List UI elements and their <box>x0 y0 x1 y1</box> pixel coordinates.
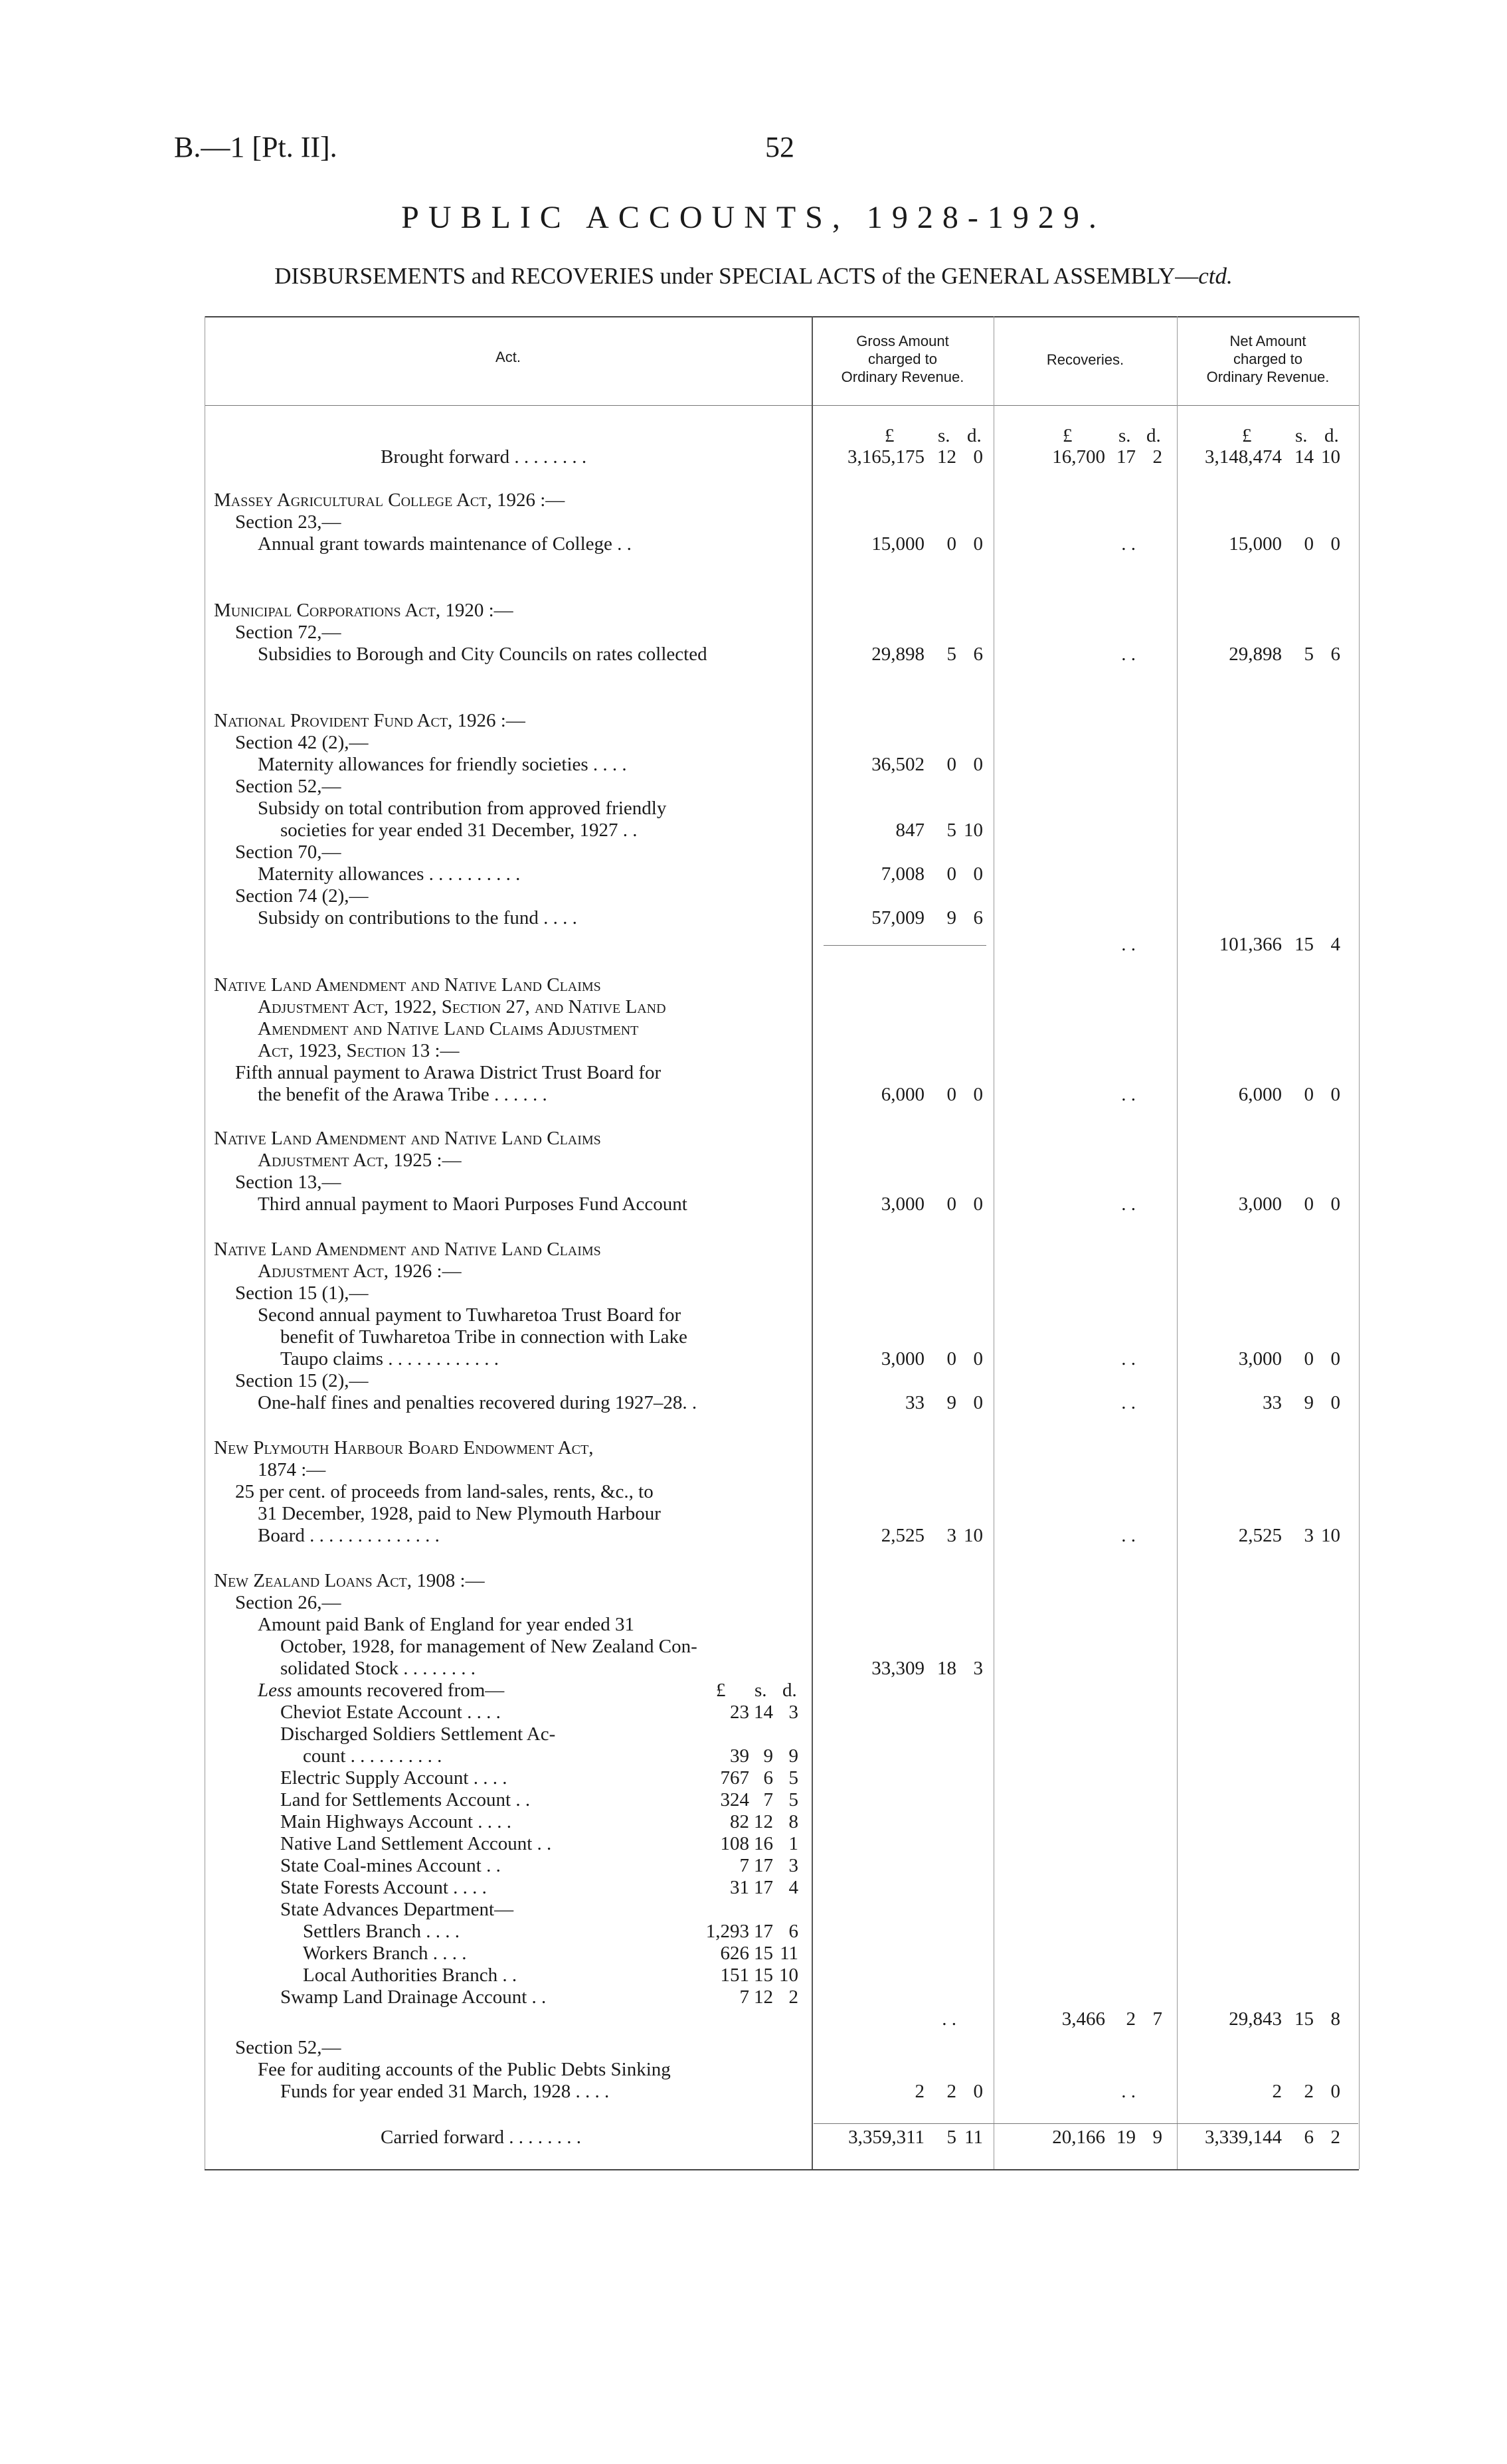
inner-unit-pound: £ <box>716 1680 726 1701</box>
gross-column-divider <box>812 316 813 2169</box>
amount-npf-70-gross-pence: 0 <box>973 863 983 885</box>
sub-account: Discharged Soldiers Settlement Ac- <box>280 1723 556 1745</box>
item-text: Board . . . . . . . . . . . . . . <box>258 1525 440 1546</box>
amount-new-plymouth-net-pence: 10 <box>1321 1525 1340 1546</box>
unit-pound: £ <box>1242 425 1252 446</box>
amount-loans-total-recoveries-shillings: 2 <box>1126 2008 1136 2030</box>
sub-account: count . . . . . . . . . . <box>303 1745 442 1767</box>
amount-carried-forward-recoveries-pence: 9 <box>1152 2127 1162 2148</box>
inner-recovery-6-pence: 1 <box>788 1833 798 1854</box>
inner-recovery-2-pence: 9 <box>788 1745 798 1767</box>
amount-massey-net-shillings: 0 <box>1304 533 1314 555</box>
sub-account: Local Authorities Branch . . <box>303 1965 517 1986</box>
inner-recovery-4-shillings: 7 <box>763 1789 773 1810</box>
sub-account: Land for Settlements Account . . <box>280 1789 531 1810</box>
act-heading: Native Land Amendment and Native Land Claims <box>214 1128 601 1149</box>
amount-arawa-gross-pence: 0 <box>973 1084 983 1105</box>
amount-brought-forward-net-pounds: 3,148,474 <box>1205 446 1282 468</box>
amount-npf-total-net-pounds: 101,366 <box>1219 934 1282 955</box>
unit-pence: d. <box>1324 425 1339 446</box>
amount-arawa-net-pounds: 6,000 <box>1238 1084 1282 1105</box>
less-word: Less <box>258 1680 292 1701</box>
item-text: societies for year ended 31 December, 1927 . . <box>280 820 638 841</box>
inner-recovery-11-pounds: 151 <box>720 1965 749 1986</box>
net-header-line-1: Net Amount <box>1229 333 1306 349</box>
amount-arawa-net-pence: 0 <box>1330 1084 1340 1105</box>
amount-npf-total-recoveries-nil: . . <box>1121 934 1136 955</box>
amount-npf-74-gross-pounds: 57,009 <box>871 907 925 928</box>
amount-new-plymouth-gross-pence: 10 <box>964 1525 983 1546</box>
npf-subtotal-rule <box>824 945 986 946</box>
amount-audit-fee-net-pounds: 2 <box>1272 2081 1282 2102</box>
amount-municipal-gross-pence: 6 <box>973 644 983 665</box>
section-label: Section 15 (2),— <box>235 1370 369 1391</box>
amount-npf-74-gross-pence: 6 <box>973 907 983 928</box>
section-label: Section 13,— <box>235 1172 341 1193</box>
inner-unit-pence: d. <box>782 1680 797 1701</box>
amount-audit-fee-net-shillings: 2 <box>1304 2081 1314 2102</box>
amount-npf-70-gross-pounds: 7,008 <box>881 863 925 885</box>
table-bottom-rule <box>205 2169 1359 2170</box>
inner-recovery-4-pence: 5 <box>788 1789 798 1810</box>
column-header-gross <box>812 332 994 386</box>
act-heading: New Plymouth Harbour Board Endowment Act, <box>214 1437 594 1458</box>
amount-carried-forward-net-shillings: 6 <box>1304 2127 1314 2148</box>
item-text: Fifth annual payment to Arawa District Trust Board for <box>235 1062 662 1083</box>
gross-header-line-2: charged to <box>868 351 937 367</box>
sub-account: Workers Branch . . . . <box>303 1943 467 1964</box>
unit-shilling: s. <box>938 425 950 446</box>
sub-account: Native Land Settlement Account . . <box>280 1833 552 1854</box>
amount-massey-gross-shillings: 0 <box>946 533 956 555</box>
act-heading: Native Land Amendment and Native Land Claims <box>214 974 601 996</box>
amount-municipal-net-shillings: 5 <box>1304 644 1314 665</box>
inner-recovery-7-pounds: 7 <box>739 1855 749 1876</box>
net-header-line-3: Ordinary Revenue. <box>1206 369 1330 385</box>
amount-npf-52-gross-pence: 10 <box>964 820 983 841</box>
page-reference: B.—1 [Pt. II]. <box>174 131 337 163</box>
column-header-recoveries: Recoveries. <box>1046 351 1124 368</box>
unit-pound: £ <box>1063 425 1073 446</box>
sub-account: Main Highways Account . . . . <box>280 1811 511 1832</box>
amount-carried-forward-net-pounds: 3,339,144 <box>1205 2127 1282 2148</box>
act-heading: National Provident Fund Act, 1926 :— <box>214 710 525 731</box>
inner-recovery-7-shillings: 17 <box>754 1855 773 1876</box>
act-heading: Adjustment Act, 1925 :— <box>258 1150 462 1171</box>
amount-fines-gross-pounds: 33 <box>905 1392 925 1413</box>
inner-recovery-3-pounds: 767 <box>720 1767 749 1789</box>
act-heading: Native Land Amendment and Native Land Claims <box>214 1239 601 1260</box>
unit-pence: d. <box>1146 425 1161 446</box>
amount-npf-52-gross-shillings: 5 <box>946 820 956 841</box>
amount-new-plymouth-net-pounds: 2,525 <box>1238 1525 1282 1546</box>
amount-maori-recoveries-nil: . . <box>1121 1193 1136 1215</box>
section-label: Section 15 (1),— <box>235 1282 369 1304</box>
amount-bank-england-gross-pence: 3 <box>973 1658 983 1679</box>
inner-recovery-11-shillings: 15 <box>754 1965 773 1986</box>
amount-massey-gross-pounds: 15,000 <box>871 533 925 555</box>
item-text: Funds for year ended 31 March, 1928 . . . . <box>280 2081 610 2102</box>
item-text: 31 December, 1928, paid to New Plymouth Harbour <box>258 1503 661 1524</box>
amount-carried-forward-gross-pence: 11 <box>964 2127 983 2148</box>
inner-recovery-12-pounds: 7 <box>739 1986 749 2008</box>
amount-npf-70-gross-shillings: 0 <box>946 863 956 885</box>
amount-fines-net-pounds: 33 <box>1263 1392 1282 1413</box>
inner-recovery-1-pounds: 23 <box>730 1702 749 1723</box>
sub-account: Swamp Land Drainage Account . . <box>280 1986 547 2008</box>
carried-forward-rule <box>814 2123 1358 2124</box>
amount-tuwharetoa-recoveries-nil: . . <box>1121 1348 1136 1369</box>
amount-massey-net-pence: 0 <box>1330 533 1340 555</box>
amount-brought-forward-recoveries-shillings: 17 <box>1116 446 1136 468</box>
amount-municipal-gross-shillings: 5 <box>946 644 956 665</box>
amount-brought-forward-gross-shillings: 12 <box>937 446 956 468</box>
amount-arawa-gross-pounds: 6,000 <box>881 1084 925 1105</box>
amount-audit-fee-net-pence: 0 <box>1330 2081 1340 2102</box>
item-text: Amount paid Bank of England for year ended 31 <box>258 1614 634 1635</box>
section-label: Section 52,— <box>235 2037 341 2058</box>
amount-npf-42-gross-pounds: 36,502 <box>871 754 925 775</box>
amount-tuwharetoa-net-pounds: 3,000 <box>1238 1348 1282 1369</box>
amount-fines-recoveries-nil: . . <box>1121 1392 1136 1413</box>
amount-municipal-gross-pounds: 29,898 <box>871 644 925 665</box>
amount-bank-england-gross-pounds: 33,309 <box>871 1658 925 1679</box>
inner-recovery-8-pence: 4 <box>788 1877 798 1898</box>
amount-new-plymouth-gross-shillings: 3 <box>946 1525 956 1546</box>
brought-forward-label: Brought forward . . . . . . . . <box>381 446 587 468</box>
inner-recovery-12-pence: 2 <box>788 1986 798 2008</box>
less-recoveries-label <box>258 1680 504 1702</box>
section-label: Section 26,— <box>235 1592 341 1613</box>
less-text: amounts recovered from— <box>296 1680 505 1701</box>
inner-recovery-9-shillings: 17 <box>754 1921 773 1942</box>
amount-maori-gross-shillings: 0 <box>946 1193 956 1215</box>
item-text: October, 1928, for management of New Zealand Con- <box>280 1636 697 1657</box>
amount-carried-forward-net-pence: 2 <box>1330 2127 1340 2148</box>
amount-loans-total-net-shillings: 15 <box>1294 2008 1314 2030</box>
amount-npf-42-gross-pence: 0 <box>973 754 983 775</box>
inner-recovery-7-pence: 3 <box>788 1855 798 1876</box>
amount-municipal-recoveries-nil: . . <box>1121 644 1136 665</box>
amount-npf-74-gross-shillings: 9 <box>946 907 956 928</box>
act-heading: Act, 1923, Section 13 :— <box>258 1040 460 1061</box>
carried-forward-label: Carried forward . . . . . . . . <box>381 2127 581 2148</box>
amount-audit-fee-gross-shillings: 2 <box>946 2081 956 2102</box>
amount-bank-england-gross-shillings: 18 <box>937 1658 956 1679</box>
amount-massey-net-pounds: 15,000 <box>1229 533 1282 555</box>
amount-new-plymouth-recoveries-nil: . . <box>1121 1525 1136 1546</box>
amount-carried-forward-recoveries-pounds: 20,166 <box>1052 2127 1105 2148</box>
inner-recovery-8-pounds: 31 <box>730 1877 749 1898</box>
item-text: solidated Stock . . . . . . . . <box>280 1658 476 1679</box>
inner-recovery-9-pence: 6 <box>788 1921 798 1942</box>
inner-unit-shilling: s. <box>754 1680 767 1701</box>
amount-arawa-recoveries-nil: . . <box>1121 1084 1136 1105</box>
amount-loans-total-net-pence: 8 <box>1330 2008 1340 2030</box>
amount-fines-gross-shillings: 9 <box>946 1392 956 1413</box>
net-header-line-2: charged to <box>1233 351 1302 367</box>
amount-carried-forward-gross-pounds: 3,359,311 <box>848 2127 925 2148</box>
amount-municipal-net-pence: 6 <box>1330 644 1340 665</box>
sub-account: Cheviot Estate Account . . . . <box>280 1702 501 1723</box>
page-title: PUBLIC ACCOUNTS, 1928-1929. <box>401 200 1106 235</box>
gross-header-line-3: Ordinary Revenue. <box>841 369 964 385</box>
page-subtitle <box>0 263 1507 290</box>
inner-recovery-10-pounds: 626 <box>720 1943 749 1964</box>
inner-recovery-2-shillings: 9 <box>763 1745 773 1767</box>
amount-maori-net-shillings: 0 <box>1304 1193 1314 1215</box>
amount-maori-net-pence: 0 <box>1330 1193 1340 1215</box>
unit-pence: d. <box>967 425 982 446</box>
inner-recovery-4-pounds: 324 <box>720 1789 749 1810</box>
sub-account: Electric Supply Account . . . . <box>280 1767 507 1789</box>
amount-maori-gross-pounds: 3,000 <box>881 1193 925 1215</box>
amount-tuwharetoa-net-shillings: 0 <box>1304 1348 1314 1369</box>
section-label: Section 74 (2),— <box>235 885 369 907</box>
unit-shilling: s. <box>1118 425 1131 446</box>
item-text: Taupo claims . . . . . . . . . . . . <box>280 1348 499 1369</box>
inner-recovery-12-shillings: 12 <box>754 1986 773 2008</box>
amount-fines-net-shillings: 9 <box>1304 1392 1314 1413</box>
amount-massey-gross-pence: 0 <box>973 533 983 555</box>
amount-massey-recoveries-nil: . . <box>1121 533 1136 555</box>
amount-municipal-net-pounds: 29,898 <box>1229 644 1282 665</box>
inner-recovery-6-shillings: 16 <box>754 1833 773 1854</box>
item-text: Maternity allowances for friendly societies . . . . <box>258 754 627 775</box>
inner-recovery-3-shillings: 6 <box>763 1767 773 1789</box>
sub-account: State Advances Department— <box>280 1899 514 1920</box>
gross-header-line-1: Gross Amount <box>856 333 949 349</box>
amount-new-plymouth-gross-pounds: 2,525 <box>881 1525 925 1546</box>
inner-recovery-5-pence: 8 <box>788 1811 798 1832</box>
inner-recovery-5-shillings: 12 <box>754 1811 773 1832</box>
amount-maori-net-pounds: 3,000 <box>1238 1193 1282 1215</box>
unit-shilling: s. <box>1295 425 1308 446</box>
amount-audit-fee-gross-pence: 0 <box>973 2081 983 2102</box>
amount-npf-total-net-pence: 4 <box>1330 934 1340 955</box>
amount-maori-gross-pence: 0 <box>973 1193 983 1215</box>
item-text: Annual grant towards maintenance of College . . <box>258 533 632 555</box>
inner-recovery-2-pounds: 39 <box>730 1745 749 1767</box>
inner-recovery-8-shillings: 17 <box>754 1877 773 1898</box>
inner-recovery-1-pence: 3 <box>788 1702 798 1723</box>
section-label: Section 70,— <box>235 841 341 863</box>
amount-fines-gross-pence: 0 <box>973 1392 983 1413</box>
column-header-act: Act. <box>495 349 521 365</box>
inner-recovery-11-pence: 10 <box>779 1965 798 1986</box>
item-text: Third annual payment to Maori Purposes Fund Account <box>258 1193 687 1215</box>
act-heading: Massey Agricultural College Act, 1926 :— <box>214 489 565 511</box>
item-text: Maternity allowances . . . . . . . . . . <box>258 863 521 885</box>
amount-npf-52-gross-pounds: 847 <box>895 820 925 841</box>
amount-loans-total-net-pounds: 29,843 <box>1229 2008 1282 2030</box>
act-heading: New Zealand Loans Act, 1908 :— <box>214 1570 485 1591</box>
inner-recovery-10-pence: 11 <box>780 1943 798 1964</box>
amount-loans-total-recoveries-pounds: 3,466 <box>1061 2008 1105 2030</box>
amount-new-plymouth-net-shillings: 3 <box>1304 1525 1314 1546</box>
right-border <box>1359 316 1360 2169</box>
amount-tuwharetoa-gross-pence: 0 <box>973 1348 983 1369</box>
amount-npf-42-gross-shillings: 0 <box>946 754 956 775</box>
subtitle-continued: ctd. <box>1198 263 1233 289</box>
amount-fines-net-pence: 0 <box>1330 1392 1340 1413</box>
act-heading: Amendment and Native Land Claims Adjustment <box>258 1018 639 1039</box>
item-text: One-half fines and penalties recovered during 1927–28. . <box>258 1392 697 1413</box>
inner-recovery-3-pence: 5 <box>788 1767 798 1789</box>
amount-tuwharetoa-gross-shillings: 0 <box>946 1348 956 1369</box>
page-number: 52 <box>765 131 794 163</box>
act-heading: 1874 :— <box>258 1459 326 1480</box>
item-text: Subsidy on total contribution from approved friendly <box>258 798 667 819</box>
amount-brought-forward-recoveries-pence: 2 <box>1152 446 1162 468</box>
column-header-net <box>1177 332 1359 386</box>
item-text: the benefit of the Arawa Tribe . . . . . . <box>258 1084 547 1105</box>
inner-recovery-1-shillings: 14 <box>754 1702 773 1723</box>
amount-arawa-net-shillings: 0 <box>1304 1084 1314 1105</box>
act-heading: Adjustment Act, 1926 :— <box>258 1261 462 1282</box>
sub-account: State Coal-mines Account . . <box>280 1855 501 1876</box>
amount-tuwharetoa-gross-pounds: 3,000 <box>881 1348 925 1369</box>
item-text: Second annual payment to Tuwharetoa Trust Board for <box>258 1304 681 1326</box>
amount-loans-total-recoveries-pence: 7 <box>1152 2008 1162 2030</box>
amount-brought-forward-gross-pounds: 3,165,175 <box>847 446 925 468</box>
inner-recovery-9-pounds: 1,293 <box>705 1921 749 1942</box>
amount-loans-total-gross-nil: . . <box>942 2008 956 2030</box>
sub-account: State Forests Account . . . . <box>280 1877 487 1898</box>
header-bottom-rule <box>205 405 1359 406</box>
amount-npf-total-net-shillings: 15 <box>1294 934 1314 955</box>
amount-carried-forward-gross-shillings: 5 <box>946 2127 956 2148</box>
net-column-divider <box>1177 316 1178 2169</box>
amount-brought-forward-net-shillings: 14 <box>1294 446 1314 468</box>
section-label: Section 23,— <box>235 511 341 533</box>
item-text: Fee for auditing accounts of the Public Debts Sinking <box>258 2059 671 2080</box>
sub-account: Settlers Branch . . . . <box>303 1921 460 1942</box>
amount-carried-forward-recoveries-shillings: 19 <box>1116 2127 1136 2148</box>
section-label: Section 72,— <box>235 622 341 643</box>
item-text: Subsidies to Borough and City Councils on rates collected <box>258 644 707 665</box>
amount-audit-fee-recoveries-nil: . . <box>1121 2081 1136 2102</box>
section-label: Section 42 (2),— <box>235 732 369 753</box>
item-text: benefit of Tuwharetoa Tribe in connection with Lake <box>280 1326 687 1348</box>
amount-tuwharetoa-net-pence: 0 <box>1330 1348 1340 1369</box>
table-top-rule <box>205 316 1359 317</box>
act-heading: Adjustment Act, 1922, Section 27, and Native Land <box>258 996 666 1017</box>
amount-brought-forward-gross-pence: 0 <box>973 446 983 468</box>
amount-brought-forward-recoveries-pounds: 16,700 <box>1052 446 1105 468</box>
inner-recovery-5-pounds: 82 <box>730 1811 749 1832</box>
unit-pound: £ <box>885 425 895 446</box>
amount-audit-fee-gross-pounds: 2 <box>915 2081 925 2102</box>
act-heading: Municipal Corporations Act, 1920 :— <box>214 600 513 621</box>
item-text: Subsidy on contributions to the fund . . . . <box>258 907 577 928</box>
amount-brought-forward-net-pence: 10 <box>1321 446 1340 468</box>
inner-recovery-10-shillings: 15 <box>754 1943 773 1964</box>
item-text: 25 per cent. of proceeds from land-sales, rents, &c., to <box>235 1481 654 1502</box>
amount-arawa-gross-shillings: 0 <box>946 1084 956 1105</box>
section-label: Section 52,— <box>235 776 341 797</box>
inner-recovery-6-pounds: 108 <box>720 1833 749 1854</box>
subtitle-main: DISBURSEMENTS and RECOVERIES under SPECIAL ACTS of the GENERAL ASSEMBLY— <box>274 263 1199 289</box>
